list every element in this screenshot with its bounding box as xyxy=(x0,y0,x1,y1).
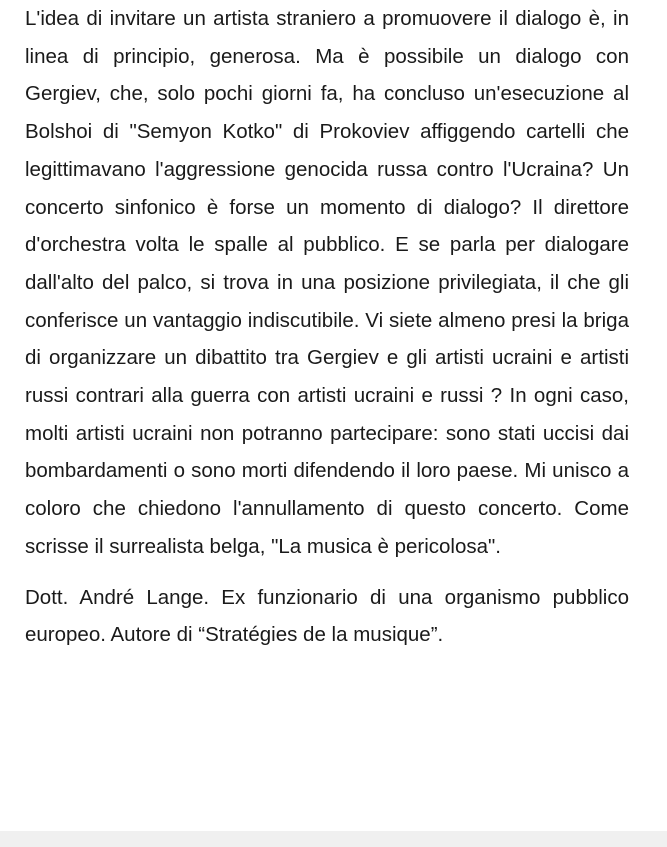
article-body-paragraph: L'idea di invitare un artista straniero a promuovere il dialogo è, in linea di principio, generosa. Ma è possibile un dialogo con Gergiev, che, solo pochi giorni fa, ha concluso un'esecuzione al Bolshoi di "Semyon Kotko" di Prokoviev affiggendo cartelli che legittimavano l'aggressione genocida russa contro l'Ucraina? Un concerto sinfonico è forse un momento di dialogo? Il direttore d'orchestra volta le spalle al pubblico. E se parla per dialogare dall'alto del palco, si trova in una posizione privilegiata, il che gli conferisce un vantaggio indiscutibile. Vi siete almeno presi la briga di organizzare un dibattito tra Gergiev e gli artisti ucraini e artisti russi contrari alla guerra con artisti ucraini e russi ? In ogni caso, molti artisti ucraini non potranno partecipare: sono stati uccisi dai bombardamenti o sono morti difendendo il loro paese. Mi unisco a coloro che chiedono l'annullamento di questo concerto. Come scrisse il surrealista belga, "La musica è pericolosa". xyxy=(25,7,629,558)
author-signature-paragraph: Dott. André Lange. Ex funzionario di una organismo pubblico europeo. Autore di “Stratégies de la musique”. xyxy=(25,585,629,647)
bottom-edge-bar xyxy=(0,831,667,847)
article-text xyxy=(25,0,629,831)
